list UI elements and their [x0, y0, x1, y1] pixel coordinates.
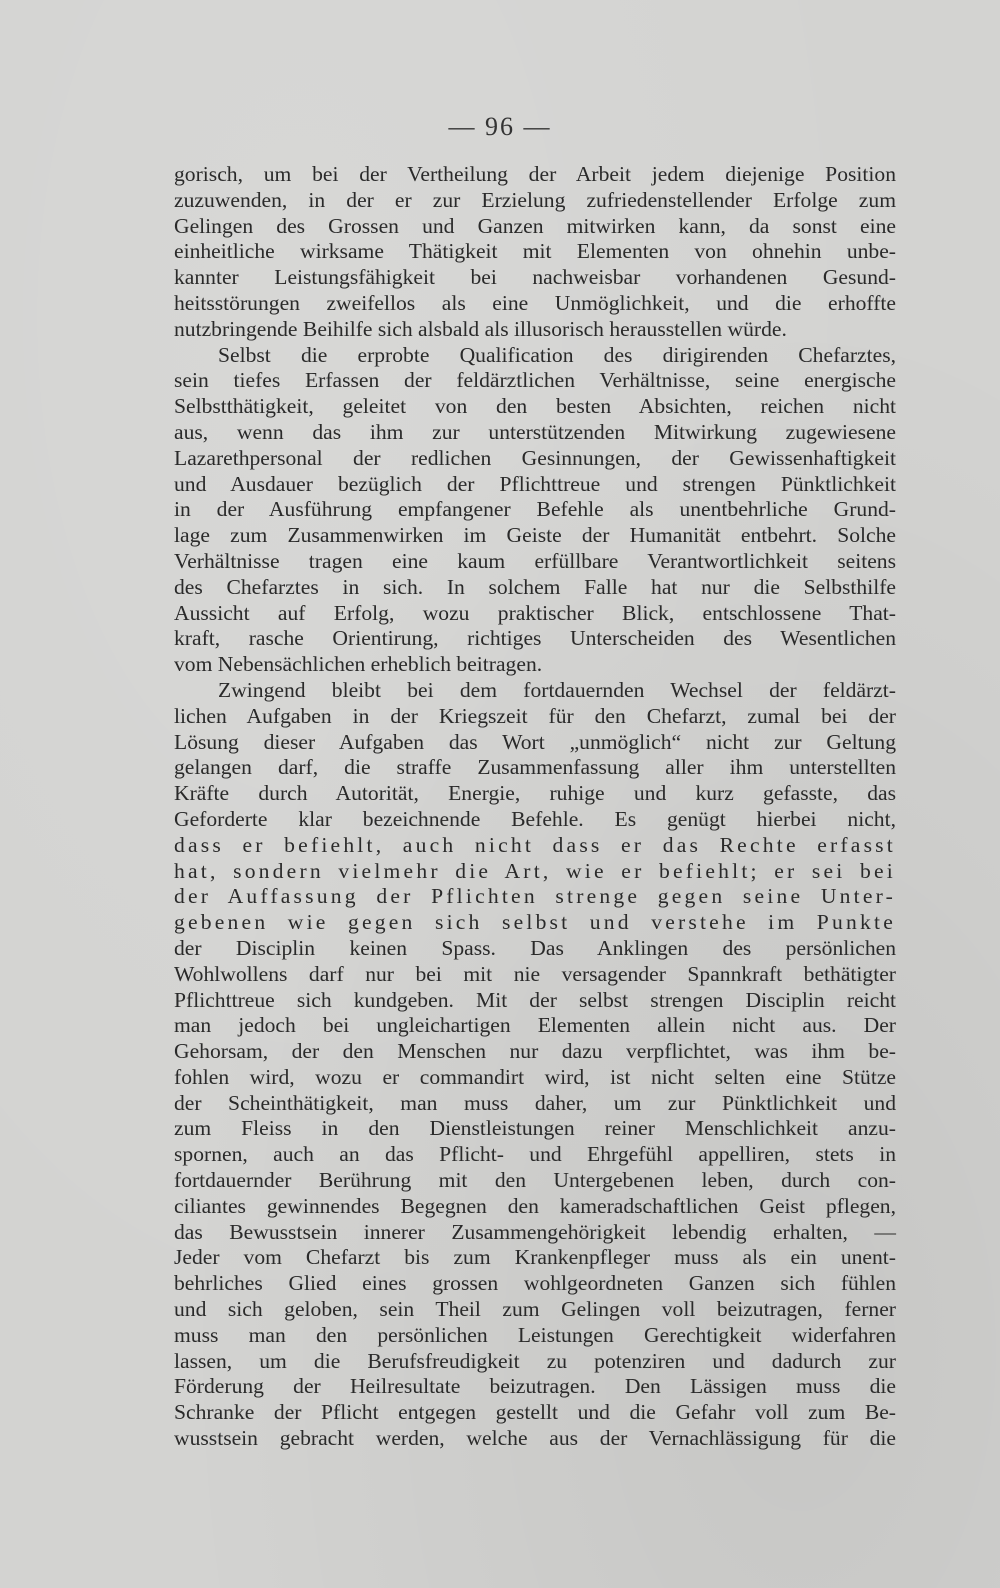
text-line: Lazarethpersonal der redlichen Gesinnungen, der Gewissenhaftigkeit — [174, 445, 896, 470]
text-line: gorisch, um bei der Vertheilung der Arbeit jedem diejenige Position — [174, 162, 896, 186]
text-line: der Auffassung der Pflichten strenge gegen seine Unter- — [174, 884, 896, 909]
text-line: behrliches Glied eines grossen wohlgeordneten Ganzen sich fühlen — [174, 1271, 896, 1296]
text-line: Zwingend bleibt bei dem fortdauernden Wechsel der feldärzt- — [218, 677, 896, 702]
text-line: Schranke der Pflicht entgegen gestellt und die Gefahr voll zum Be- — [174, 1400, 896, 1425]
text-line: des Chefarztes in sich. In solchem Falle hat nur die Selbsthilfe — [174, 574, 896, 599]
text-line: Selbst die erprobte Qualification des dirigirenden Chefarztes, — [218, 342, 896, 367]
text-line: und Ausdauer bezüglich der Pflichttreue und strengen Pünktlichkeit — [174, 471, 896, 496]
text-line: heitsstörungen zweifellos als eine Unmöglichkeit, und die erhoffte — [174, 290, 896, 315]
text-line: lage zum Zusammenwirken im Geiste der Humanität entbehrt. Solche — [174, 523, 896, 548]
text-line: vom Nebensächlichen erheblich beitragen. — [174, 652, 543, 677]
text-line: das Bewusstsein innerer Zusammengehörigkeit lebendig erhalten, — — [174, 1219, 896, 1244]
text-line: Selbstthätigkeit, geleitet von den besten Absichten, reichen nicht — [174, 394, 896, 419]
text-line: fortdauernder Berührung mit den Untergebenen leben, durch con- — [174, 1168, 896, 1193]
text-line: lassen, um die Berufsfreudigkeit zu potenziren und dadurch zur — [174, 1348, 896, 1373]
text-line: dass er befiehlt, auch nicht dass er das Rechte erfasst — [174, 832, 896, 857]
text-line: Jeder vom Chefarzt bis zum Krankenpfleger muss als ein unent- — [174, 1245, 896, 1270]
page-number: — 96 — — [448, 112, 552, 141]
text-line: hat, sondern vielmehr die Art, wie er befiehlt; er sei bei — [174, 858, 896, 883]
text-line: ciliantes gewinnendes Begegnen den kameradschaftlichen Geist pflegen, — [174, 1193, 896, 1218]
text-line: Förderung der Heilresultate beizutragen. Den Lässigen muss die — [174, 1374, 896, 1399]
text-line: nutzbringende Beihilfe sich alsbald als illusorisch herausstellen würde. — [174, 316, 787, 341]
text-line: fohlen wird, wozu er commandirt wird, ist nicht selten eine Stütze — [174, 1064, 896, 1089]
text-line: Gelingen des Grossen und Ganzen mitwirken kann, da sonst eine — [174, 213, 896, 238]
text-line: der Disciplin keinen Spass. Das Anklingen des persönlichen — [174, 935, 896, 960]
text-line: Lösung dieser Aufgaben das Wort „unmöglich“ nicht zur Geltung — [174, 729, 896, 754]
text-line: aus, wenn das ihm zur unterstützenden Mitwirkung zugewiesene — [174, 419, 896, 444]
text-line: und sich geloben, sein Theil zum Gelingen voll beizutragen, ferner — [174, 1297, 896, 1322]
text-line: zuzuwenden, in der er zur Erzielung zufriedenstellender Erfolge zum — [174, 187, 896, 212]
text-line: wusstsein gebracht werden, welche aus der Vernachlässigung für die — [174, 1426, 896, 1451]
text-line: Pflichttreue sich kundgeben. Mit der selbst strengen Disciplin reicht — [174, 987, 896, 1012]
text-line: einheitliche wirksame Thätigkeit mit Elementen von ohnehin unbe- — [174, 239, 896, 264]
text-line: lichen Aufgaben in der Kriegszeit für den Chefarzt, zumal bei der — [174, 703, 896, 728]
text-line: Verhältnisse tragen eine kaum erfüllbare Verantwortlichkeit seitens — [174, 548, 896, 573]
text-line: der Scheinthätigkeit, man muss daher, um zur Pünktlichkeit und — [174, 1090, 896, 1115]
text-line: Geforderte klar bezeichnende Befehle. Es genügt hierbei nicht, — [174, 806, 896, 831]
text-line: Kräfte durch Autorität, Energie, ruhige und kurz gefasste, das — [174, 781, 896, 806]
text-line: Aussicht auf Erfolg, wozu praktischer Blick, entschlossene That- — [174, 600, 896, 625]
text-line: muss man den persönlichen Leistungen Gerechtigkeit widerfahren — [174, 1322, 896, 1347]
text-line: kraft, rasche Orientirung, richtiges Unterscheiden des Wesentlichen — [174, 626, 896, 651]
text-line: Gehorsam, der den Menschen nur dazu verpflichtet, was ihm be- — [174, 1039, 896, 1064]
text-line: gebenen wie gegen sich selbst und verstehe im Punkte — [174, 910, 896, 935]
text-line: in der Ausführung empfangener Befehle als unentbehrliche Grund- — [174, 497, 896, 522]
text-line: zum Fleiss in den Dienstleistungen reiner Menschlichkeit anzu- — [174, 1116, 896, 1141]
text-line: Wohlwollens darf nur bei mit nie versagender Spannkraft bethätigter — [174, 961, 896, 986]
text-line: spornen, auch an das Pflicht- und Ehrgefühl appelliren, stets in — [174, 1142, 896, 1167]
text-line: gelangen darf, die straffe Zusammenfassung aller ihm unterstellten — [174, 755, 896, 780]
body-text — [174, 162, 896, 1452]
text-line: man jedoch bei ungleichartigen Elementen allein nicht aus. Der — [174, 1013, 896, 1038]
text-line: sein tiefes Erfassen der feldärztlichen Verhältnisse, seine energische — [174, 368, 896, 393]
text-line: kannter Leistungsfähigkeit bei nachweisbar vorhandenen Gesund- — [174, 265, 896, 290]
